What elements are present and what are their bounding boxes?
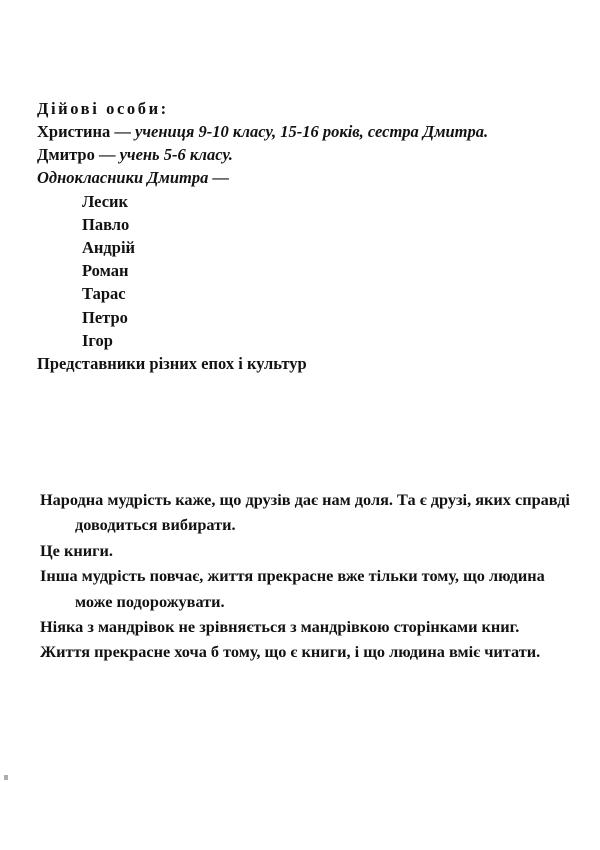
prose-line: Інша мудрість повчає, життя прекрасне вже тільки тому, що людина може подорожувати. <box>40 566 545 611</box>
list-item: Андрій <box>82 238 136 258</box>
cast-entry-dash: — <box>110 122 136 141</box>
list-item: Петро <box>82 307 128 327</box>
prose-line: Ніяка з мандрівок не зрівняється з мандрівкою сторінками книг. <box>40 617 520 637</box>
cast-heading: Дійові особи: <box>37 99 169 118</box>
cast-entry-description: учень 5-6 класу. <box>119 145 233 165</box>
cast-entry <box>37 143 577 166</box>
cast-name-list <box>37 190 577 352</box>
cast-entry-description: учениця 9-10 класу, 15-16 років, сестра Дмитра. <box>135 122 489 141</box>
list-item: Тарас <box>82 284 126 304</box>
closing-prose-section <box>40 487 576 665</box>
cast-footer-line: Представники різних епох і культур <box>37 354 307 374</box>
list-item: Роман <box>82 261 129 281</box>
list-item: Лесик <box>82 191 129 211</box>
cast-entry-name: Дмитро <box>37 145 95 165</box>
prose-line: Життя прекрасне хоча б тому, що є книги, і що людина вміє читати. <box>40 642 541 662</box>
list-item: Павло <box>82 214 130 234</box>
cast-list-section <box>37 97 577 375</box>
list-item: Ігор <box>82 330 113 350</box>
cast-entry <box>37 120 577 143</box>
cast-entry-dash: — <box>94 145 120 165</box>
prose-line: Народна мудрість каже, що друзів дає нам доля. Та є друзі, яких справді доводиться вибирати. <box>40 490 570 535</box>
prose-line: Це книги. <box>40 540 113 560</box>
scan-artifact-speck <box>4 775 8 780</box>
cast-entry-name: Христина <box>37 122 111 141</box>
cast-group-label: Однокласники Дмитра — <box>37 168 229 188</box>
